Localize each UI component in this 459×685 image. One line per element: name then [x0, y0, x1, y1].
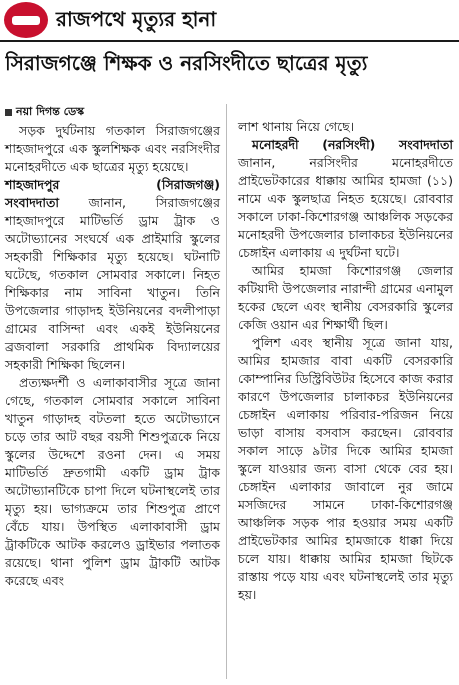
dateline-place: শাহজাদপুর: [5, 177, 60, 192]
dateline: [5, 176, 220, 194]
byline-square-icon: [5, 109, 12, 116]
paragraph-police: পুলিশ এবং স্থানীয় সূত্রে জানা যায়, আমির হামজার বাবা একটি বেসরকারি কোম্পানির ডিস্ট্রিবিউটর হিসেবে কাজ করার কারণে উপজেলার চালাকচর ইউনিয়নের চেঙ্গাইন এলাকায় পরিবার-পরিজন নিয়ে ভাড়া বাসায় বসবাস করছেন। রোববার সকাল সাড়ে ৯টার দিকে আমির হামজা স্কুলে যাওয়ার জন্য বাসা থেকে বের হয়। চেঙ্গাইন এলাকার জাবালে নুর জামে মসজিদের সামনে ঢাকা-কিশোরগঞ্জ আঞ্চলিক সড়ক পার হওয়ার সময় একটি প্রাইভেটকার আমির হামজাকে ধাক্কা দিয়ে চলে যায়। ধাক্কায় আমির হামজা ছিটকে রাস্তায় পড়ে যায় এবং ঘটনাস্থলেই তার মৃত্যু হয়।: [238, 335, 453, 602]
paragraph-continued: লাশ থানায় নিয়ে গেছে।: [238, 119, 355, 134]
paragraph-intro: সড়ক দুর্ঘটনায় গতকাল সিরাজগঞ্জের শাহজাদপুরে এক স্কুলশিক্ষক এবং নরসিংদীর মনোহরদীতে এক ছাত্রের মৃত্যু হয়েছে।: [5, 123, 220, 174]
kicker-text: রাজপথে মৃত্যুর হানা: [56, 7, 217, 31]
column-divider: [226, 104, 227, 679]
section-kicker: [0, 0, 459, 40]
dateline-district: (সিরাজগঞ্জ): [156, 177, 220, 192]
paragraph-monohardi: মনোহরদী (নরসিংদী) সংবাদদাতা জানান, নরসিংদীর মনোহরদীতে প্রাইভেটকারের ধাক্কায় আমির হামজা (১১) নামে এক স্কুলছাত্র নিহত হয়েছে। রোববার সকালে ঢাকা-কিশোরগঞ্জ আঞ্চলিক সড়কের মনোহরদী উপজেলার চালাকচর ইউনিয়নের চেঙ্গাইন এলাকায় এ দুর্ঘটনা ঘটে।: [238, 137, 453, 260]
left-column: [5, 104, 220, 590]
paragraph-witness: প্রত্যক্ষদর্শী ও এলাকাবাসীর সূত্রে জানা গেছে, গতকাল সোমবার সকালে সাবিনা খাতুন গাড়াদহ বটতলা হতে অটোভ্যানে চড়ে তার আট বছর বয়সী শিশুপুত্রকে নিয়ে স্কুলের উদ্দেশে রওনা দেন। এ সময় মাটিভর্তি দ্রুতগামী একটি ড্রাম ট্রাক অটোভ্যানটিকে চাপা দিলে ঘটনাস্থলেই তার মৃত্যু হয়। ভাগ্যক্রমে তার শিশুপুত্র প্রাণে বেঁচে যায়। উপস্থিত এলাকাবাসী ড্রাম ট্রাকটিকে আটক করলেও ড্রাইভার পলাতক রয়েছে। থানা পুলিশ ড্রাম ট্রাকটি আটক করেছে এবং: [5, 375, 220, 588]
paragraph-victim: আমির হামজা কিশোরগঞ্জ জেলার কটিয়াদী উপজেলার নারান্দী গ্রামের এনামুল হকের ছেলে এবং স্থানীয় বেসরকারি স্কুলের কেজি ওয়ান এর শিক্ষার্থী ছিল।: [238, 263, 453, 332]
monohardi-dateline: মনোহরদী (নরসিংদী) সংবাদদাতা: [252, 137, 453, 152]
road-accident-logo-icon: [4, 2, 48, 38]
correspondent-label: সংবাদদাতা: [5, 195, 59, 210]
header-rule: [0, 40, 459, 42]
right-column: [238, 118, 453, 604]
headline: সিরাজগঞ্জে শিক্ষক ও নরসিংদীতে ছাত্রের মৃত্যু: [5, 51, 368, 75]
byline: নয়া দিগন্ত ডেস্ক: [5, 104, 220, 120]
paragraph-sirajganj: সংবাদদাতা জানান, সিরাজগঞ্জের শাহজাদপুরে মাটিভর্তি ড্রাম ট্রাক ও অটোভ্যানের সংঘর্ষে এক প্রাইমারি স্কুলের সহকারী শিক্ষিকার মৃত্যু হয়েছে। ঘটনাটি ঘটেছে, গতকাল সোমবার সকালে। নিহত শিক্ষিকার নাম সাবিনা খাতুন। তিনি উপজেলার গাড়াদহ ইউনিয়নের বদলীপাড়া গ্রামের বাসিন্দা এবং একই ইউনিয়নের ব্রজবালা সরকারি প্রাথমিক বিদ্যালয়ের সহকারী শিক্ষিকা ছিলেন।: [5, 195, 220, 372]
